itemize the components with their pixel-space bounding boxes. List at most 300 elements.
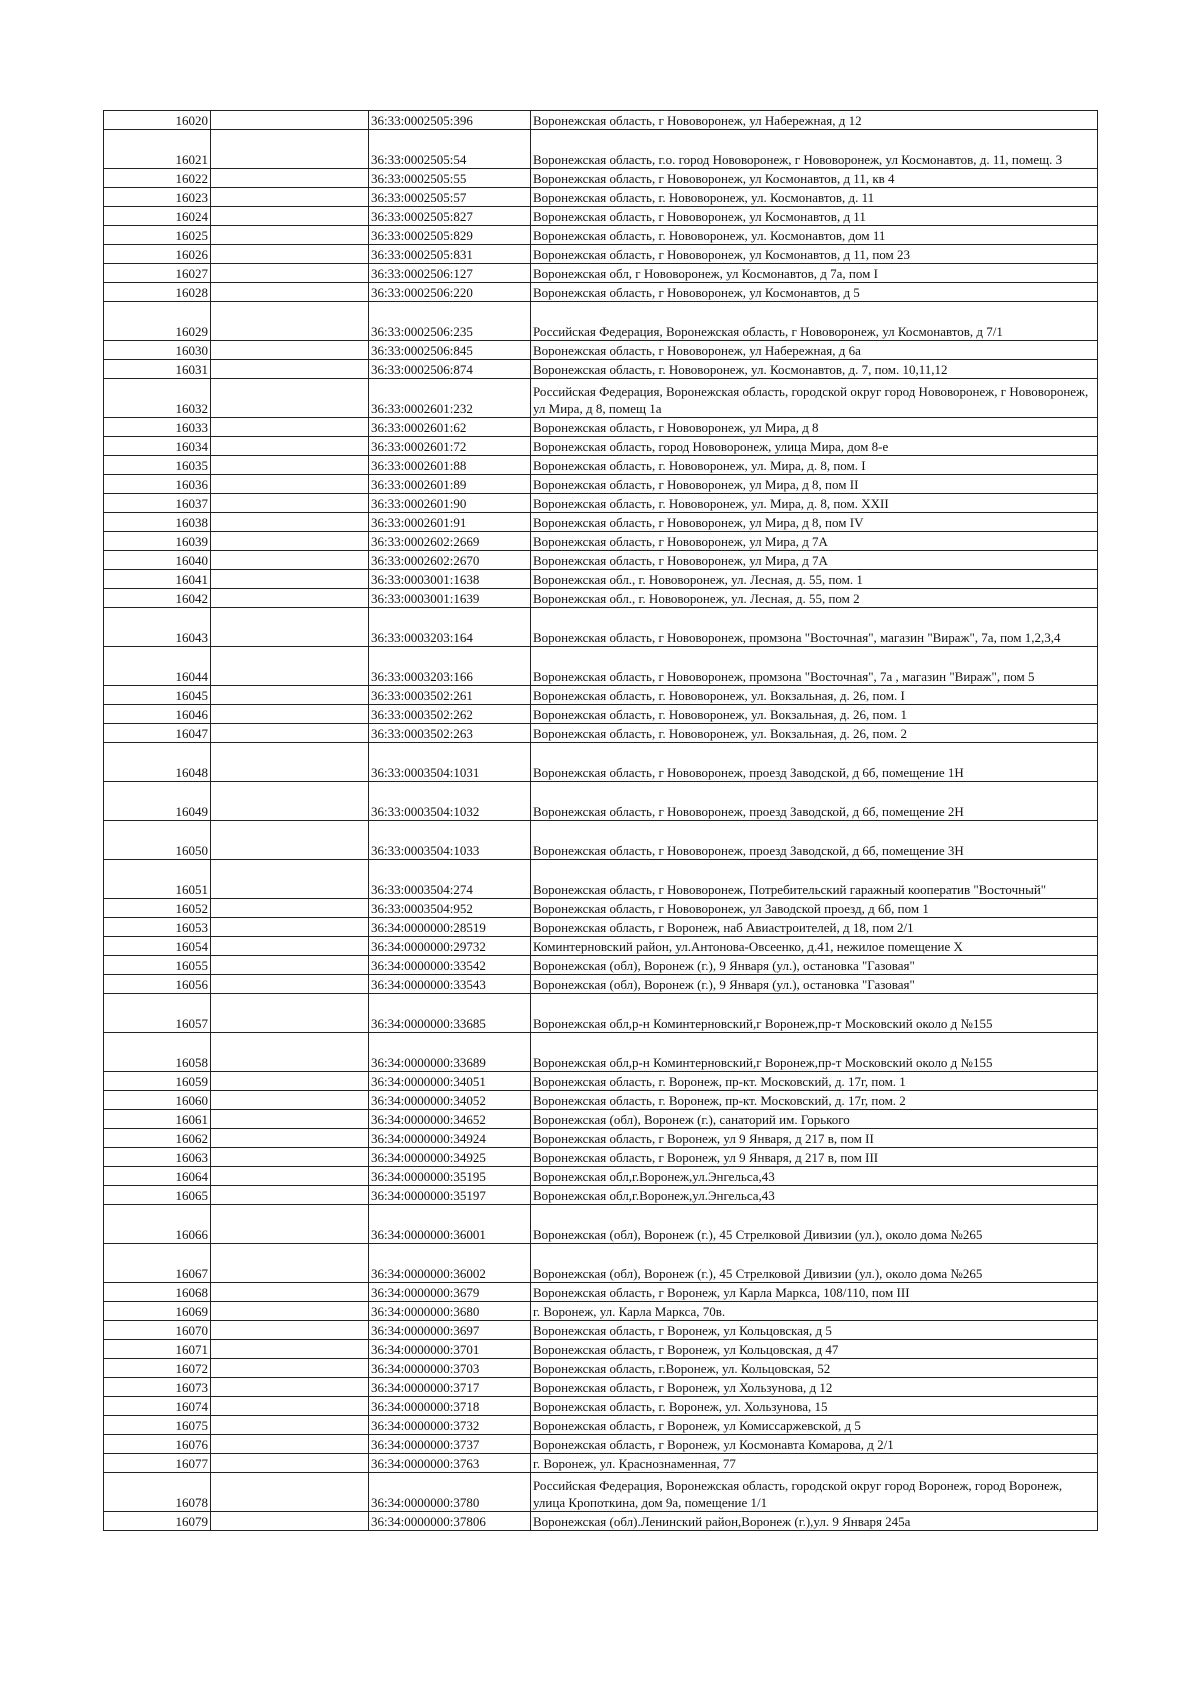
empty-cell bbox=[211, 532, 369, 551]
table-row bbox=[104, 513, 1098, 532]
row-number-cell: 16078 bbox=[104, 1473, 211, 1512]
address-cell: Воронежская область, г Нововоронеж, ул Космонавтов, д 11, пом 23 bbox=[531, 245, 1098, 264]
cadastral-number-cell: 36:34:0000000:3763 bbox=[369, 1454, 531, 1473]
empty-cell bbox=[211, 1129, 369, 1148]
table-row bbox=[104, 1416, 1098, 1435]
cadastral-number-cell: 36:34:0000000:33543 bbox=[369, 975, 531, 994]
cadastral-number-cell: 36:33:0002506:845 bbox=[369, 341, 531, 360]
cadastral-number-cell: 36:33:0002505:827 bbox=[369, 207, 531, 226]
table-row bbox=[104, 379, 1098, 418]
table-row bbox=[104, 724, 1098, 743]
row-number-cell: 16066 bbox=[104, 1205, 211, 1244]
cadastral-table bbox=[103, 110, 1098, 1531]
table-row bbox=[104, 1244, 1098, 1283]
cadastral-number-cell: 36:34:0000000:33542 bbox=[369, 956, 531, 975]
row-number-cell: 16058 bbox=[104, 1033, 211, 1072]
cadastral-number-cell: 36:33:0002601:89 bbox=[369, 475, 531, 494]
empty-cell bbox=[211, 456, 369, 475]
cadastral-number-cell: 36:33:0003504:1032 bbox=[369, 782, 531, 821]
cadastral-number-cell: 36:33:0002601:72 bbox=[369, 437, 531, 456]
row-number-cell: 16050 bbox=[104, 821, 211, 860]
empty-cell bbox=[211, 994, 369, 1033]
address-cell: Воронежская область, г Нововоронеж, ул Космонавтов, д 5 bbox=[531, 283, 1098, 302]
empty-cell bbox=[211, 1473, 369, 1512]
address-cell: Воронежская область, г Нововоронеж, ул Набережная, д 6а bbox=[531, 341, 1098, 360]
cadastral-number-cell: 36:33:0002601:88 bbox=[369, 456, 531, 475]
address-cell: Воронежская область, г Нововоронеж, ул Космонавтов, д 11, кв 4 bbox=[531, 169, 1098, 188]
empty-cell bbox=[211, 724, 369, 743]
address-cell: Воронежская область, г Воронеж, ул Кольцовская, д 5 bbox=[531, 1321, 1098, 1340]
table-row bbox=[104, 570, 1098, 589]
row-number-cell: 16035 bbox=[104, 456, 211, 475]
empty-cell bbox=[211, 264, 369, 283]
address-cell: Воронежская (обл), Воронеж (г.), 45 Стрелковой Дивизии (ул.), около дома №265 bbox=[531, 1205, 1098, 1244]
cadastral-number-cell: 36:33:0002602:2670 bbox=[369, 551, 531, 570]
empty-cell bbox=[211, 1302, 369, 1321]
row-number-cell: 16073 bbox=[104, 1378, 211, 1397]
cadastral-number-cell: 36:33:0002505:54 bbox=[369, 130, 531, 169]
empty-cell bbox=[211, 1205, 369, 1244]
address-cell: Воронежская область, г Нововоронеж, ул Мира, д 8, пом II bbox=[531, 475, 1098, 494]
address-cell: Российская Федерация, Воронежская область, городской округ город Воронеж, город Воронеж, улица Кропоткина, дом 9а, помещение 1/1 bbox=[531, 1473, 1098, 1512]
cadastral-number-cell: 36:34:0000000:36001 bbox=[369, 1205, 531, 1244]
row-number-cell: 16033 bbox=[104, 418, 211, 437]
empty-cell bbox=[211, 608, 369, 647]
empty-cell bbox=[211, 918, 369, 937]
cadastral-number-cell: 36:34:0000000:36002 bbox=[369, 1244, 531, 1283]
row-number-cell: 16037 bbox=[104, 494, 211, 513]
table-row bbox=[104, 1110, 1098, 1129]
address-cell: Воронежская область, г Нововоронеж, ул Мира, д 7А bbox=[531, 551, 1098, 570]
table-row bbox=[104, 1340, 1098, 1359]
table-row bbox=[104, 743, 1098, 782]
row-number-cell: 16032 bbox=[104, 379, 211, 418]
cadastral-number-cell: 36:34:0000000:35197 bbox=[369, 1186, 531, 1205]
row-number-cell: 16031 bbox=[104, 360, 211, 379]
empty-cell bbox=[211, 1283, 369, 1302]
row-number-cell: 16052 bbox=[104, 899, 211, 918]
table-row bbox=[104, 283, 1098, 302]
table-row bbox=[104, 245, 1098, 264]
row-number-cell: 16023 bbox=[104, 188, 211, 207]
row-number-cell: 16053 bbox=[104, 918, 211, 937]
table-row bbox=[104, 1091, 1098, 1110]
row-number-cell: 16039 bbox=[104, 532, 211, 551]
address-cell: Воронежская область, г. Нововоронеж, ул. Космонавтов, д. 7, пом. 10,11,12 bbox=[531, 360, 1098, 379]
empty-cell bbox=[211, 686, 369, 705]
table-row bbox=[104, 1378, 1098, 1397]
empty-cell bbox=[211, 1244, 369, 1283]
cadastral-number-cell: 36:33:0003502:262 bbox=[369, 705, 531, 724]
address-cell: г. Воронеж, ул. Краснознаменная, 77 bbox=[531, 1454, 1098, 1473]
row-number-cell: 16072 bbox=[104, 1359, 211, 1378]
row-number-cell: 16020 bbox=[104, 111, 211, 130]
row-number-cell: 16059 bbox=[104, 1072, 211, 1091]
address-cell: Воронежская область, г.Воронеж, ул. Кольцовская, 52 bbox=[531, 1359, 1098, 1378]
table-row bbox=[104, 1512, 1098, 1531]
cadastral-number-cell: 36:34:0000000:3697 bbox=[369, 1321, 531, 1340]
row-number-cell: 16070 bbox=[104, 1321, 211, 1340]
table-row bbox=[104, 456, 1098, 475]
empty-cell bbox=[211, 899, 369, 918]
cadastral-number-cell: 36:33:0002601:62 bbox=[369, 418, 531, 437]
address-cell: Воронежская обл,г.Воронеж,ул.Энгельса,43 bbox=[531, 1167, 1098, 1186]
cadastral-number-cell: 36:33:0002506:874 bbox=[369, 360, 531, 379]
table-row bbox=[104, 782, 1098, 821]
table-row bbox=[104, 1454, 1098, 1473]
address-cell: Воронежская область, г. Нововоронеж, ул. Вокзальная, д. 26, пом. 1 bbox=[531, 705, 1098, 724]
table-row bbox=[104, 226, 1098, 245]
table-row bbox=[104, 1321, 1098, 1340]
table-row bbox=[104, 169, 1098, 188]
empty-cell bbox=[211, 1416, 369, 1435]
cadastral-number-cell: 36:34:0000000:3717 bbox=[369, 1378, 531, 1397]
cadastral-number-cell: 36:34:0000000:3780 bbox=[369, 1473, 531, 1512]
cadastral-number-cell: 36:34:0000000:3680 bbox=[369, 1302, 531, 1321]
row-number-cell: 16041 bbox=[104, 570, 211, 589]
empty-cell bbox=[211, 513, 369, 532]
empty-cell bbox=[211, 1167, 369, 1186]
table-row bbox=[104, 608, 1098, 647]
address-cell: Воронежская область, г Нововоронеж, ул Космонавтов, д 11 bbox=[531, 207, 1098, 226]
empty-cell bbox=[211, 975, 369, 994]
row-number-cell: 16042 bbox=[104, 589, 211, 608]
row-number-cell: 16057 bbox=[104, 994, 211, 1033]
address-cell: Воронежская область, г. Нововоронеж, ул. Мира, д. 8, пом. XXII bbox=[531, 494, 1098, 513]
cadastral-number-cell: 36:33:0003203:164 bbox=[369, 608, 531, 647]
empty-cell bbox=[211, 245, 369, 264]
address-cell: Воронежская область, г. Воронеж, пр-кт. Московский, д. 17г, пом. 1 bbox=[531, 1072, 1098, 1091]
table-row bbox=[104, 494, 1098, 513]
row-number-cell: 16044 bbox=[104, 647, 211, 686]
row-number-cell: 16043 bbox=[104, 608, 211, 647]
row-number-cell: 16065 bbox=[104, 1186, 211, 1205]
empty-cell bbox=[211, 821, 369, 860]
empty-cell bbox=[211, 647, 369, 686]
table-row bbox=[104, 302, 1098, 341]
table-row bbox=[104, 207, 1098, 226]
cadastral-number-cell: 36:34:0000000:33685 bbox=[369, 994, 531, 1033]
cadastral-number-cell: 36:33:0002505:57 bbox=[369, 188, 531, 207]
cadastral-number-cell: 36:33:0003001:1638 bbox=[369, 570, 531, 589]
address-cell: Воронежская область, г. Нововоронеж, ул. Мира, д. 8, пом. I bbox=[531, 456, 1098, 475]
row-number-cell: 16062 bbox=[104, 1129, 211, 1148]
row-number-cell: 16024 bbox=[104, 207, 211, 226]
empty-cell bbox=[211, 341, 369, 360]
table-row bbox=[104, 899, 1098, 918]
cadastral-number-cell: 36:34:0000000:3703 bbox=[369, 1359, 531, 1378]
empty-cell bbox=[211, 1359, 369, 1378]
empty-cell bbox=[211, 1072, 369, 1091]
empty-cell bbox=[211, 379, 369, 418]
cadastral-number-cell: 36:33:0003504:952 bbox=[369, 899, 531, 918]
cadastral-number-cell: 36:34:0000000:37806 bbox=[369, 1512, 531, 1531]
table-row bbox=[104, 1205, 1098, 1244]
address-cell: Воронежская область, г. Нововоронеж, ул. Вокзальная, д. 26, пом. I bbox=[531, 686, 1098, 705]
address-cell: Воронежская (обл), Воронеж (г.), 9 Января (ул.), остановка "Газовая" bbox=[531, 956, 1098, 975]
address-cell: Воронежская обл., г. Нововоронеж, ул. Лесная, д. 55, пом. 1 bbox=[531, 570, 1098, 589]
empty-cell bbox=[211, 705, 369, 724]
table-row bbox=[104, 1359, 1098, 1378]
empty-cell bbox=[211, 937, 369, 956]
address-cell: Воронежская область, г Нововоронеж, ул Заводской проезд, д 6б, пом 1 bbox=[531, 899, 1098, 918]
table-row bbox=[104, 1033, 1098, 1072]
row-number-cell: 16026 bbox=[104, 245, 211, 264]
address-cell: Российская Федерация, Воронежская область, г Нововоронеж, ул Космонавтов, д 7/1 bbox=[531, 302, 1098, 341]
row-number-cell: 16028 bbox=[104, 283, 211, 302]
table-row bbox=[104, 1167, 1098, 1186]
empty-cell bbox=[211, 494, 369, 513]
address-cell: Воронежская область, г Нововоронеж, ул Набережная, д 12 bbox=[531, 111, 1098, 130]
table-row bbox=[104, 589, 1098, 608]
table-row bbox=[104, 264, 1098, 283]
address-cell: Воронежская область, г Нововоронеж, ул Мира, д 7А bbox=[531, 532, 1098, 551]
address-cell: Воронежская (обл), Воронеж (г.), 45 Стрелковой Дивизии (ул.), около дома №265 bbox=[531, 1244, 1098, 1283]
empty-cell bbox=[211, 360, 369, 379]
cadastral-number-cell: 36:34:0000000:3737 bbox=[369, 1435, 531, 1454]
cadastral-number-cell: 36:34:0000000:34051 bbox=[369, 1072, 531, 1091]
address-cell: Воронежская область, г Нововоронеж, проезд Заводской, д 6б, помещение 2Н bbox=[531, 782, 1098, 821]
address-cell: Воронежская область, г Воронеж, ул Карла Маркса, 108/110, пом III bbox=[531, 1283, 1098, 1302]
cadastral-number-cell: 36:33:0002601:90 bbox=[369, 494, 531, 513]
table-row bbox=[104, 860, 1098, 899]
address-cell: Воронежская область, г.о. город Нововоронеж, г Нововоронеж, ул Космонавтов, д. 11, помещ. 3 bbox=[531, 130, 1098, 169]
address-cell: Воронежская область, г Воронеж, ул Хользунова, д 12 bbox=[531, 1378, 1098, 1397]
row-number-cell: 16075 bbox=[104, 1416, 211, 1435]
address-cell: Воронежская обл, г Нововоронеж, ул Космонавтов, д 7а, пом I bbox=[531, 264, 1098, 283]
address-cell: Воронежская область, г Воронеж, наб Авиастроителей, д 18, пом 2/1 bbox=[531, 918, 1098, 937]
row-number-cell: 16036 bbox=[104, 475, 211, 494]
row-number-cell: 16021 bbox=[104, 130, 211, 169]
cadastral-number-cell: 36:33:0002601:91 bbox=[369, 513, 531, 532]
cadastral-number-cell: 36:34:0000000:28519 bbox=[369, 918, 531, 937]
row-number-cell: 16047 bbox=[104, 724, 211, 743]
address-cell: Воронежская обл,р-н Коминтерновский,г Воронеж,пр-т Московский около д №155 bbox=[531, 1033, 1098, 1072]
table-row bbox=[104, 1283, 1098, 1302]
empty-cell bbox=[211, 130, 369, 169]
cadastral-number-cell: 36:34:0000000:3679 bbox=[369, 1283, 531, 1302]
row-number-cell: 16074 bbox=[104, 1397, 211, 1416]
table-row bbox=[104, 1397, 1098, 1416]
cadastral-number-cell: 36:33:0002506:220 bbox=[369, 283, 531, 302]
row-number-cell: 16071 bbox=[104, 1340, 211, 1359]
cadastral-number-cell: 36:34:0000000:34652 bbox=[369, 1110, 531, 1129]
address-cell: Воронежская обл., г. Нововоронеж, ул. Лесная, д. 55, пом 2 bbox=[531, 589, 1098, 608]
cadastral-number-cell: 36:33:0002505:396 bbox=[369, 111, 531, 130]
address-cell: Воронежская обл,г.Воронеж,ул.Энгельса,43 bbox=[531, 1186, 1098, 1205]
table-row bbox=[104, 1148, 1098, 1167]
table-row bbox=[104, 1072, 1098, 1091]
empty-cell bbox=[211, 782, 369, 821]
empty-cell bbox=[211, 1110, 369, 1129]
address-cell: Воронежская область, г. Воронеж, ул. Хользунова, 15 bbox=[531, 1397, 1098, 1416]
table-row bbox=[104, 686, 1098, 705]
empty-cell bbox=[211, 207, 369, 226]
address-cell: Воронежская (обл), Воронеж (г.), санаторий им. Горького bbox=[531, 1110, 1098, 1129]
address-cell: Воронежская область, г Воронеж, ул Комиссаржевской, д 5 bbox=[531, 1416, 1098, 1435]
row-number-cell: 16034 bbox=[104, 437, 211, 456]
cadastral-number-cell: 36:33:0003001:1639 bbox=[369, 589, 531, 608]
table-row bbox=[104, 341, 1098, 360]
empty-cell bbox=[211, 1378, 369, 1397]
cadastral-number-cell: 36:33:0003502:263 bbox=[369, 724, 531, 743]
address-cell: Воронежская область, город Нововоронеж, улица Мира, дом 8-е bbox=[531, 437, 1098, 456]
empty-cell bbox=[211, 860, 369, 899]
row-number-cell: 16054 bbox=[104, 937, 211, 956]
table-row bbox=[104, 1186, 1098, 1205]
table-body bbox=[104, 111, 1098, 1531]
cadastral-number-cell: 36:33:0003502:261 bbox=[369, 686, 531, 705]
cadastral-number-cell: 36:33:0003203:166 bbox=[369, 647, 531, 686]
empty-cell bbox=[211, 283, 369, 302]
empty-cell bbox=[211, 1148, 369, 1167]
table-row bbox=[104, 937, 1098, 956]
address-cell: Воронежская область, г Нововоронеж, ул Мира, д 8, пом IV bbox=[531, 513, 1098, 532]
empty-cell bbox=[211, 475, 369, 494]
table-row bbox=[104, 130, 1098, 169]
address-cell: Воронежская область, г Воронеж, ул 9 Января, д 217 в, пом II bbox=[531, 1129, 1098, 1148]
empty-cell bbox=[211, 1091, 369, 1110]
address-cell: Российская Федерация, Воронежская область, городской округ город Нововоронеж, г Нововоронеж, ул Мира, д 8, помещ 1а bbox=[531, 379, 1098, 418]
empty-cell bbox=[211, 226, 369, 245]
row-number-cell: 16069 bbox=[104, 1302, 211, 1321]
cadastral-number-cell: 36:34:0000000:3732 bbox=[369, 1416, 531, 1435]
table-row bbox=[104, 1435, 1098, 1454]
table-row bbox=[104, 1129, 1098, 1148]
row-number-cell: 16048 bbox=[104, 743, 211, 782]
row-number-cell: 16067 bbox=[104, 1244, 211, 1283]
cadastral-number-cell: 36:34:0000000:35195 bbox=[369, 1167, 531, 1186]
address-cell: Воронежская область, г. Воронеж, пр-кт. Московский, д. 17г, пом. 2 bbox=[531, 1091, 1098, 1110]
address-cell: Воронежская область, г Воронеж, ул Космонавта Комарова, д 2/1 bbox=[531, 1435, 1098, 1454]
row-number-cell: 16025 bbox=[104, 226, 211, 245]
row-number-cell: 16063 bbox=[104, 1148, 211, 1167]
cadastral-number-cell: 36:33:0002602:2669 bbox=[369, 532, 531, 551]
cadastral-number-cell: 36:33:0003504:1033 bbox=[369, 821, 531, 860]
address-cell: Воронежская область, г. Нововоронеж, ул. Вокзальная, д. 26, пом. 2 bbox=[531, 724, 1098, 743]
empty-cell bbox=[211, 589, 369, 608]
row-number-cell: 16076 bbox=[104, 1435, 211, 1454]
address-cell: Воронежская область, г Нововоронеж, Потребительский гаражный кооператив "Восточный" bbox=[531, 860, 1098, 899]
cadastral-number-cell: 36:33:0002505:829 bbox=[369, 226, 531, 245]
empty-cell bbox=[211, 1435, 369, 1454]
row-number-cell: 16030 bbox=[104, 341, 211, 360]
cadastral-number-cell: 36:34:0000000:34925 bbox=[369, 1148, 531, 1167]
table-row bbox=[104, 956, 1098, 975]
row-number-cell: 16068 bbox=[104, 1283, 211, 1302]
cadastral-number-cell: 36:34:0000000:34052 bbox=[369, 1091, 531, 1110]
row-number-cell: 16056 bbox=[104, 975, 211, 994]
empty-cell bbox=[211, 1340, 369, 1359]
cadastral-number-cell: 36:33:0002505:55 bbox=[369, 169, 531, 188]
row-number-cell: 16049 bbox=[104, 782, 211, 821]
table-row bbox=[104, 975, 1098, 994]
address-cell: Воронежская область, г Нововоронеж, проезд Заводской, д 6б, помещение 1Н bbox=[531, 743, 1098, 782]
row-number-cell: 16045 bbox=[104, 686, 211, 705]
address-cell: Коминтерновский район, ул.Антонова-Овсеенко, д.41, нежилое помещение X bbox=[531, 937, 1098, 956]
cadastral-number-cell: 36:34:0000000:29732 bbox=[369, 937, 531, 956]
address-cell: Воронежская область, г Нововоронеж, ул Мира, д 8 bbox=[531, 418, 1098, 437]
empty-cell bbox=[211, 1033, 369, 1072]
table-row bbox=[104, 532, 1098, 551]
document-page bbox=[103, 110, 1097, 1531]
address-cell: Воронежская область, г Нововоронеж, промзона "Восточная", магазин "Вираж", 7а, пом 1,2,3,4 bbox=[531, 608, 1098, 647]
cadastral-number-cell: 36:33:0003504:274 bbox=[369, 860, 531, 899]
address-cell: Воронежская область, г Нововоронеж, проезд Заводской, д 6б, помещение 3Н bbox=[531, 821, 1098, 860]
empty-cell bbox=[211, 418, 369, 437]
row-number-cell: 16079 bbox=[104, 1512, 211, 1531]
row-number-cell: 16040 bbox=[104, 551, 211, 570]
cadastral-number-cell: 36:34:0000000:3701 bbox=[369, 1340, 531, 1359]
row-number-cell: 16055 bbox=[104, 956, 211, 975]
empty-cell bbox=[211, 1321, 369, 1340]
row-number-cell: 16077 bbox=[104, 1454, 211, 1473]
empty-cell bbox=[211, 1186, 369, 1205]
table-row bbox=[104, 994, 1098, 1033]
address-cell: Воронежская (обл), Воронеж (г.), 9 Января (ул.), остановка "Газовая" bbox=[531, 975, 1098, 994]
empty-cell bbox=[211, 743, 369, 782]
address-cell: Воронежская область, г. Нововоронеж, ул. Космонавтов, д. 11 bbox=[531, 188, 1098, 207]
row-number-cell: 16064 bbox=[104, 1167, 211, 1186]
table-row bbox=[104, 360, 1098, 379]
cadastral-number-cell: 36:33:0002505:831 bbox=[369, 245, 531, 264]
address-cell: Воронежская область, г Воронеж, ул 9 Января, д 217 в, пом III bbox=[531, 1148, 1098, 1167]
empty-cell bbox=[211, 169, 369, 188]
row-number-cell: 16061 bbox=[104, 1110, 211, 1129]
empty-cell bbox=[211, 551, 369, 570]
address-cell: Воронежская область, г Воронеж, ул Кольцовская, д 47 bbox=[531, 1340, 1098, 1359]
table-row bbox=[104, 418, 1098, 437]
cadastral-number-cell: 36:34:0000000:3718 bbox=[369, 1397, 531, 1416]
table-row bbox=[104, 475, 1098, 494]
empty-cell bbox=[211, 302, 369, 341]
row-number-cell: 16038 bbox=[104, 513, 211, 532]
address-cell: Воронежская (обл).Ленинский район,Воронеж (г.),ул. 9 Января 245а bbox=[531, 1512, 1098, 1531]
address-cell: г. Воронеж, ул. Карла Маркса, 70в. bbox=[531, 1302, 1098, 1321]
address-cell: Воронежская обл,р-н Коминтерновский,г Воронеж,пр-т Московский около д №155 bbox=[531, 994, 1098, 1033]
table-row bbox=[104, 821, 1098, 860]
table-row bbox=[104, 647, 1098, 686]
row-number-cell: 16027 bbox=[104, 264, 211, 283]
empty-cell bbox=[211, 111, 369, 130]
cadastral-number-cell: 36:33:0002601:232 bbox=[369, 379, 531, 418]
row-number-cell: 16046 bbox=[104, 705, 211, 724]
table-row bbox=[104, 705, 1098, 724]
table-row bbox=[104, 437, 1098, 456]
cadastral-number-cell: 36:33:0002506:127 bbox=[369, 264, 531, 283]
empty-cell bbox=[211, 1397, 369, 1416]
empty-cell bbox=[211, 1454, 369, 1473]
table-row bbox=[104, 188, 1098, 207]
empty-cell bbox=[211, 1512, 369, 1531]
cadastral-number-cell: 36:34:0000000:34924 bbox=[369, 1129, 531, 1148]
table-row bbox=[104, 918, 1098, 937]
cadastral-number-cell: 36:34:0000000:33689 bbox=[369, 1033, 531, 1072]
row-number-cell: 16022 bbox=[104, 169, 211, 188]
empty-cell bbox=[211, 956, 369, 975]
table-row bbox=[104, 1302, 1098, 1321]
empty-cell bbox=[211, 570, 369, 589]
row-number-cell: 16029 bbox=[104, 302, 211, 341]
address-cell: Воронежская область, г Нововоронеж, промзона "Восточная", 7а , магазин "Вираж", пом 5 bbox=[531, 647, 1098, 686]
empty-cell bbox=[211, 437, 369, 456]
address-cell: Воронежская область, г. Нововоронеж, ул. Космонавтов, дом 11 bbox=[531, 226, 1098, 245]
row-number-cell: 16051 bbox=[104, 860, 211, 899]
cadastral-number-cell: 36:33:0002506:235 bbox=[369, 302, 531, 341]
row-number-cell: 16060 bbox=[104, 1091, 211, 1110]
empty-cell bbox=[211, 188, 369, 207]
table-row bbox=[104, 1473, 1098, 1512]
